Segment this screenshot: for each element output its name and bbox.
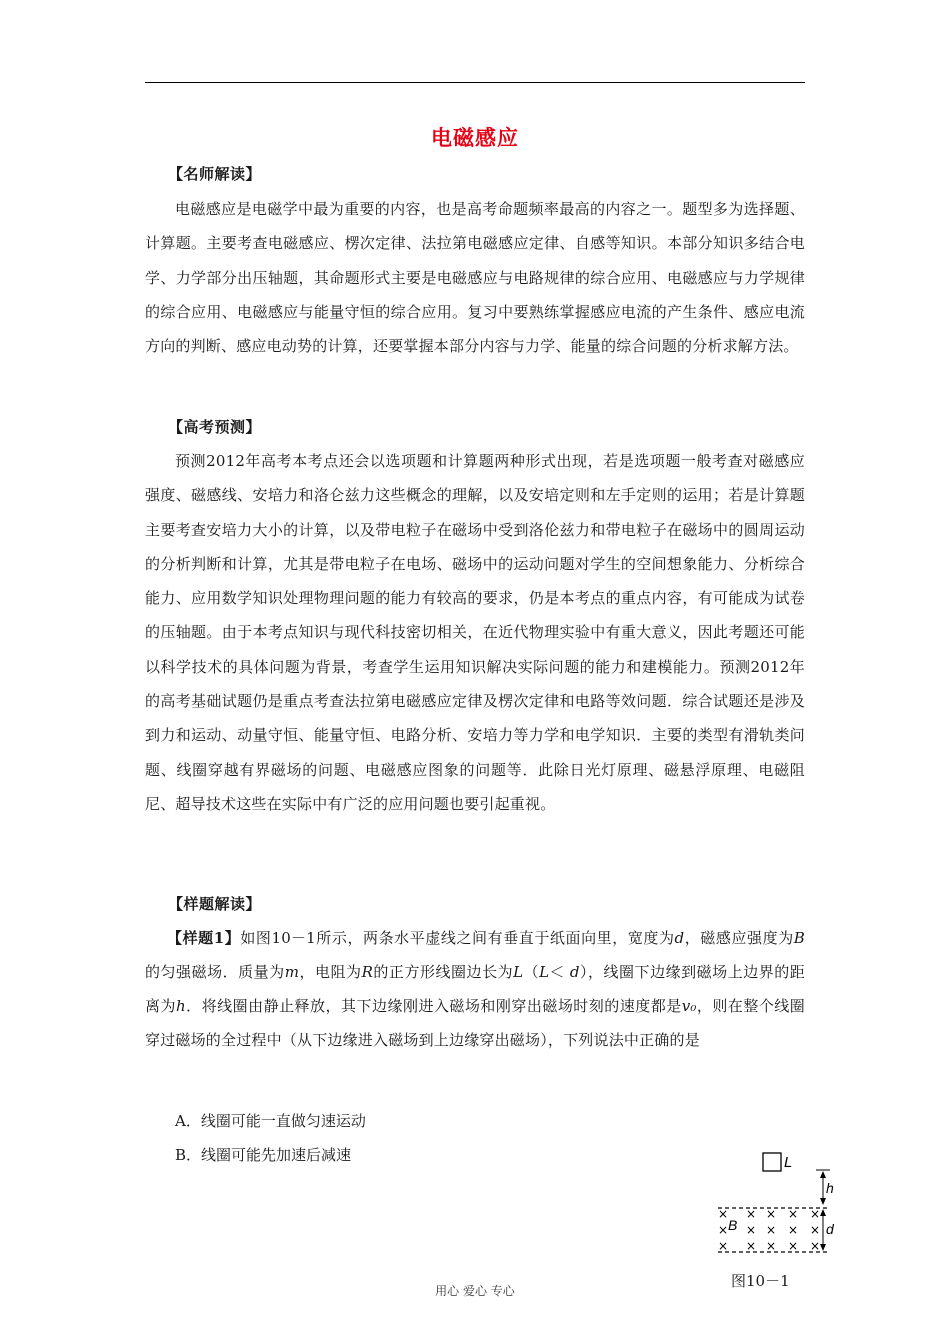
question-text: ，电阻为 (299, 963, 362, 981)
cross-mark: × (746, 1223, 757, 1237)
section-paragraph-yuce: 预测2012年高考本考点还会以选项题和计算题两种形式出现，若是选项题一般考查对磁感应强度、磁感线、安培力和洛仑兹力这些概念的理解，以及安培定则和左手定则的运用；若是计算题主要考查安培力大小的计算，以及带电粒子在磁场中受到洛伦兹力和带电粒子在磁场中的圆周运动的分析判断和计算，尤其是带电粒子在电场、磁场中的运动问题对学生的空间想象能力、分析综合能力、应用数学知识处理物理问题的能力有较高的要求，仍是本考点的重点内容，有可能成为试卷的压轴题。由于本考点知识与现代科技密切相关，在近代物理实验中有重大意义，因此考题还可能以科学技术的具体问题为背景，考查学生运用知识解决实际问题的能力和建模能力。预测2012年的高考基础试题仍是重点考查法拉第电磁感应定律及楞次定律和电路等效问题．综合试题还是涉及到力和运动、动量守恒、能量守恒、电路分析、安培力等力学和电学知识．主要的类型有滑轨类问题、线圈穿越有界磁场的问题、电磁感应图象的问题等．此除日光灯原理、磁悬浮原理、电磁阻尼、超导技术这些在实际中有广泛的应用问题也要引起重视。 (145, 452, 805, 813)
label-L: L (784, 1154, 793, 1171)
question-text: ），线圈下边缘到磁场上边界的距离为 (145, 963, 805, 1015)
question-1 (145, 921, 805, 1057)
cross-mark: × (718, 1207, 729, 1221)
header-rule (145, 82, 805, 83)
var-R: R (361, 963, 374, 981)
var-m: m (284, 963, 300, 981)
square-coil (763, 1153, 781, 1171)
var-d: d (569, 963, 580, 981)
var-L: L (539, 963, 550, 981)
cross-mark: × (810, 1223, 821, 1237)
arrow-down-icon (820, 1198, 826, 1205)
page-footer: 用心 爱心 专心 (435, 1284, 515, 1298)
question-text: ．将线圈由静止释放，其下边缘刚进入磁场和刚穿出磁场时刻的速度都是 (185, 997, 682, 1015)
question-text: 的正方形线圈边长为 (373, 963, 514, 981)
section-heading-yuce: 【高考预测】 (168, 418, 262, 436)
cross-mark: × (788, 1223, 799, 1237)
question-label: 【样题1】 (167, 929, 241, 947)
section-paragraph-mingshi: 电磁感应是电磁学中最为重要的内容，也是高考命题频率最高的内容之一。题型多为选择题、计算题。主要考查电磁感应、楞次定律、法拉第电磁感应定律、自感等知识。本部分知识多结合电学、力学部分出压轴题，其命题形式主要是电磁感应与电路规律的综合应用、电磁感应与力学规律的综合应用、电磁感应与能量守恒的综合应用。复习中要熟练掌握感应电流的产生条件、感应电流方向的判断、感应电动势的计算，还要掌握本部分内容与力学、能量的综合问题的分析求解方法。 (145, 200, 805, 356)
question-text: （ (523, 963, 540, 981)
var-h: h (175, 997, 186, 1015)
var-v0: v₀ (681, 997, 697, 1015)
cross-mark: × (766, 1239, 777, 1253)
cross-mark: × (718, 1239, 729, 1253)
arrow-up-icon (820, 1209, 826, 1216)
label-d: d (826, 1221, 834, 1237)
cross-mark: × (810, 1207, 821, 1221)
question-text: 如图10－1所示，两条水平虚线之间有垂直于纸面向里，宽度为 (240, 929, 675, 947)
cross-mark: × (788, 1239, 799, 1253)
var-d: d (674, 929, 685, 947)
question-text: 的匀强磁场．质量为 (145, 963, 285, 981)
question-text: ，则在整个线圈穿过磁场的全过程中（从下边缘进入磁场到上边缘穿出磁场），下列说法中正确的是 (145, 997, 805, 1049)
cross-mark: × (766, 1207, 777, 1221)
cross-mark: × (766, 1223, 777, 1237)
choice-b: B．线圈可能先加速后减速 (175, 1146, 352, 1164)
section-heading-yangti: 【样题解读】 (168, 895, 262, 913)
cross-mark: × (746, 1207, 757, 1221)
cross-mark: × (718, 1223, 729, 1237)
arrow-up-icon (820, 1171, 826, 1178)
cross-mark: × (810, 1239, 821, 1253)
question-text: ＜ (549, 963, 570, 981)
var-B: B (793, 929, 806, 947)
arrow-down-icon (820, 1244, 826, 1251)
question-text: ，磁感应强度为 (684, 929, 794, 947)
cross-mark: × (746, 1239, 757, 1253)
cross-mark: × (788, 1207, 799, 1221)
var-L: L (513, 963, 524, 981)
label-B: B (728, 1217, 738, 1233)
section-heading-mingshi: 【名师解读】 (168, 165, 262, 183)
page-title: 电磁感应 (431, 126, 519, 150)
choice-a: A．线圈可能一直做匀速运动 (175, 1112, 366, 1130)
figure-caption: 图10－1 (731, 1272, 790, 1290)
label-h: h (826, 1180, 834, 1196)
